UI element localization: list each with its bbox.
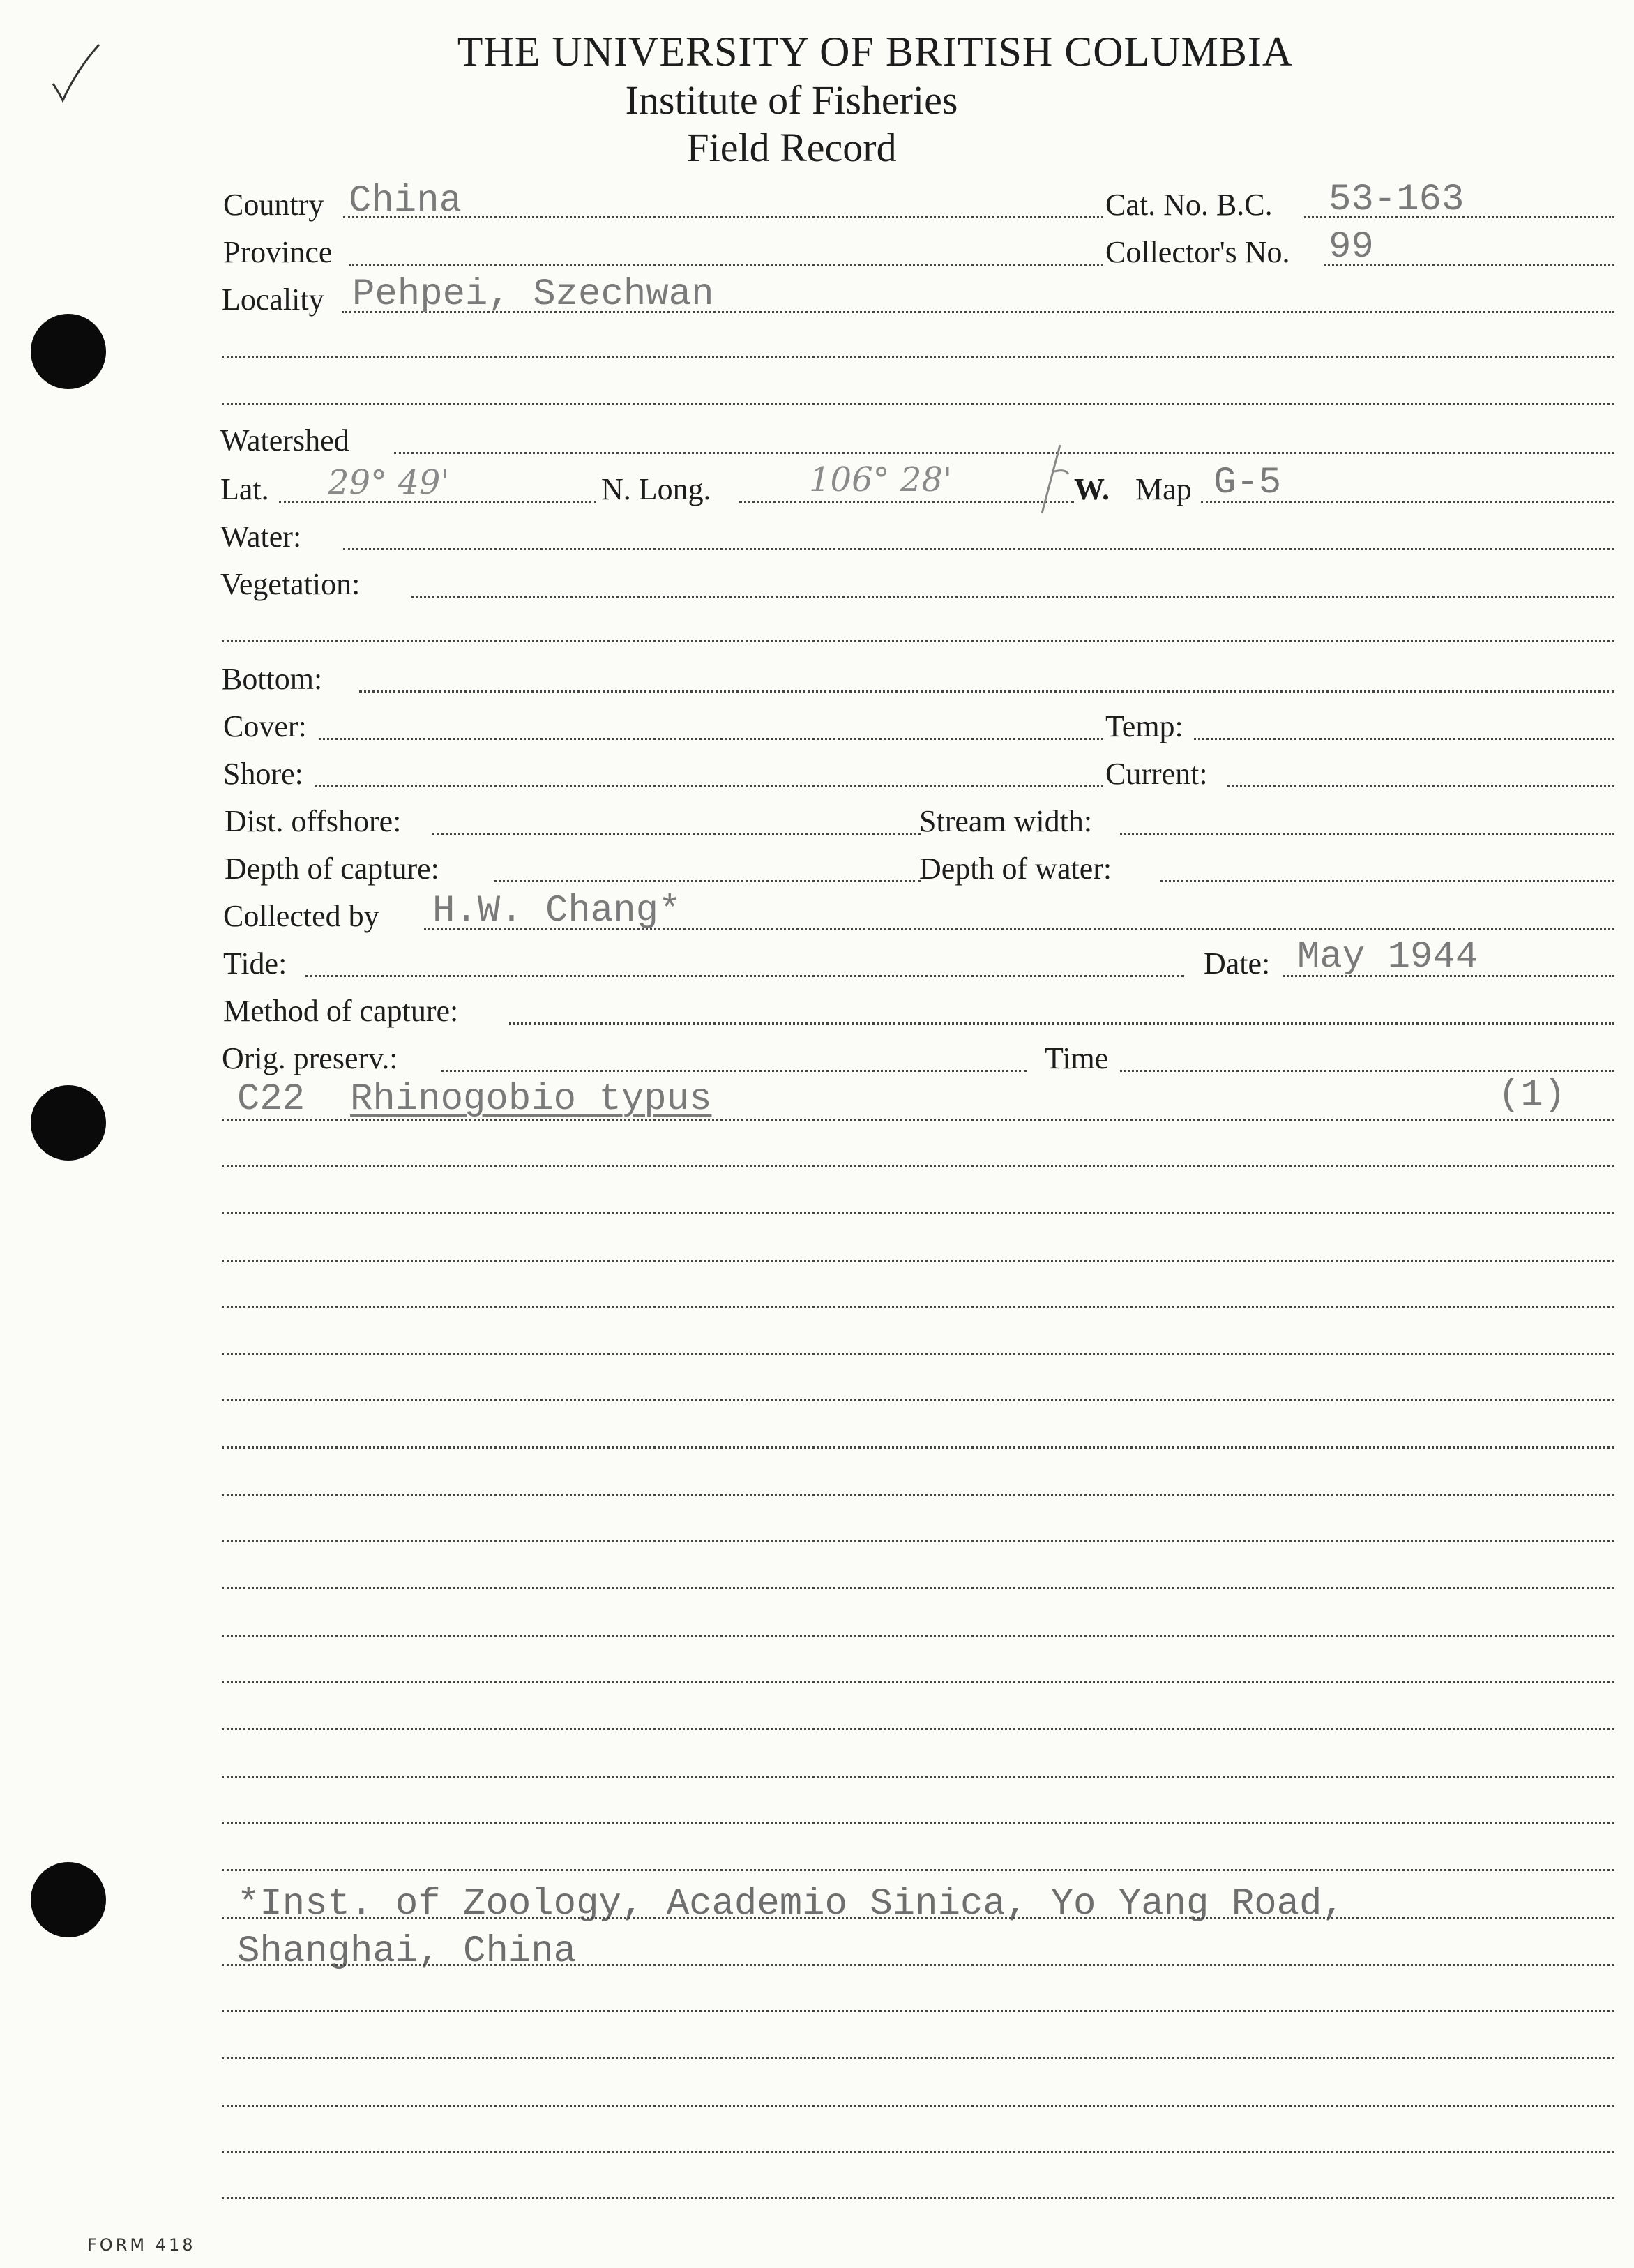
vegetation-label: Vegetation: (220, 567, 361, 601)
water-label: Water: (220, 520, 302, 554)
dotted-rule (222, 1494, 1614, 1496)
dotted-rule (222, 2010, 1614, 2012)
stream-width-label: Stream width: (919, 804, 1093, 838)
dotted-rule (222, 1306, 1614, 1308)
dotted-rule (222, 1399, 1614, 1401)
long-value: 106° 28' (809, 460, 953, 499)
collected-by-value: H.W. Chang* (432, 890, 681, 932)
dotted-rule (222, 1260, 1614, 1262)
dotted-rule (441, 1070, 1027, 1072)
dotted-rule (222, 1917, 1614, 1919)
shore-label: Shore: (223, 757, 303, 791)
current-label: Current: (1105, 757, 1208, 791)
form-title: Field Record (686, 125, 897, 170)
dotted-rule (305, 975, 1184, 977)
locality-label: Locality (222, 282, 324, 317)
orig-preserv-label: Orig. preserv.: (222, 1041, 398, 1075)
depth-water-label: Depth of water: (919, 852, 1112, 886)
dotted-rule (394, 452, 1614, 454)
bottom-label: Bottom: (222, 662, 323, 696)
dotted-rule (349, 264, 1103, 266)
footnote-line-2: Shanghai, China (237, 1930, 577, 1973)
temp-label: Temp: (1105, 709, 1183, 743)
collected-by-label: Collected by (223, 899, 379, 933)
cat-no-label: Cat. No. B.C. (1105, 188, 1273, 222)
province-label: Province (223, 235, 333, 269)
map-value: G-5 (1213, 462, 1282, 504)
form-number: FORM 418 (87, 2235, 196, 2255)
dotted-rule (222, 1165, 1614, 1167)
country-value: China (349, 180, 462, 222)
dotted-rule (222, 1212, 1614, 1214)
dotted-rule (432, 833, 921, 835)
watershed-label: Watershed (220, 423, 349, 458)
collectors-no-label: Collector's No. (1105, 235, 1290, 269)
dotted-rule (222, 1869, 1614, 1871)
lat-label: Lat. (220, 472, 269, 506)
dotted-rule (222, 1822, 1614, 1824)
dotted-rule (1120, 833, 1614, 835)
dotted-rule (222, 1728, 1614, 1730)
specimen-code: C22 (237, 1078, 305, 1121)
dotted-rule (1160, 880, 1614, 882)
locality-value: Pehpei, Szechwan (352, 273, 714, 316)
dotted-rule (222, 1119, 1614, 1121)
institute-title: Institute of Fisheries (625, 77, 958, 123)
dotted-rule (739, 501, 1074, 503)
dotted-rule (494, 880, 921, 882)
dotted-rule (222, 1635, 1614, 1637)
dotted-rule (222, 1776, 1614, 1778)
dotted-rule (1120, 1070, 1614, 1072)
dotted-rule (315, 785, 1103, 787)
time-label: Time (1045, 1041, 1109, 1075)
tide-label: Tide: (223, 946, 287, 981)
date-value: May 1944 (1297, 936, 1478, 978)
dotted-rule (222, 2197, 1614, 2199)
dotted-rule (222, 2057, 1614, 2059)
dotted-rule (222, 1446, 1614, 1449)
collectors-no-value: 99 (1329, 226, 1374, 269)
depth-capture-label: Depth of capture: (225, 852, 439, 886)
dotted-rule (222, 2105, 1614, 2107)
university-title: THE UNIVERSITY OF BRITISH COLUMBIA (457, 29, 1294, 75)
country-label: Country (223, 188, 324, 222)
dotted-rule (509, 1022, 1614, 1025)
dotted-rule (222, 403, 1614, 405)
method-label: Method of capture: (223, 994, 459, 1028)
date-label: Date: (1204, 946, 1271, 981)
map-label: Map (1135, 472, 1192, 506)
cat-no-value: 53-163 (1329, 179, 1465, 221)
dotted-rule (222, 640, 1614, 642)
dotted-rule (222, 1964, 1614, 1966)
punch-hole-bottom (31, 1862, 106, 1937)
specimen-count: (1) (1498, 1074, 1566, 1117)
strike-mark-icon (1027, 441, 1075, 517)
punch-hole-middle (31, 1085, 106, 1161)
dotted-rule (222, 2151, 1614, 2153)
w-label: W. (1074, 472, 1110, 506)
dotted-rule (222, 1587, 1614, 1589)
specimen-name: Rhinogobio typus (350, 1078, 712, 1121)
dotted-rule (222, 1681, 1614, 1683)
dotted-rule (222, 1540, 1614, 1542)
dotted-rule (411, 596, 1614, 598)
dotted-rule (222, 1353, 1614, 1355)
dotted-rule (343, 548, 1614, 550)
n-long-label: N. Long. (601, 472, 711, 506)
cover-label: Cover: (223, 709, 307, 743)
dotted-rule (1227, 785, 1614, 787)
dotted-rule (359, 690, 1614, 693)
dotted-rule (1194, 738, 1614, 740)
punch-hole-top (31, 314, 106, 389)
lat-value: 29° 49' (328, 463, 450, 502)
dotted-rule (319, 738, 1103, 740)
footnote-line-1: *Inst. of Zoology, Academio Sinica, Yo Yang Road, (237, 1883, 1345, 1926)
dotted-rule (222, 356, 1614, 358)
dist-offshore-label: Dist. offshore: (225, 804, 402, 838)
